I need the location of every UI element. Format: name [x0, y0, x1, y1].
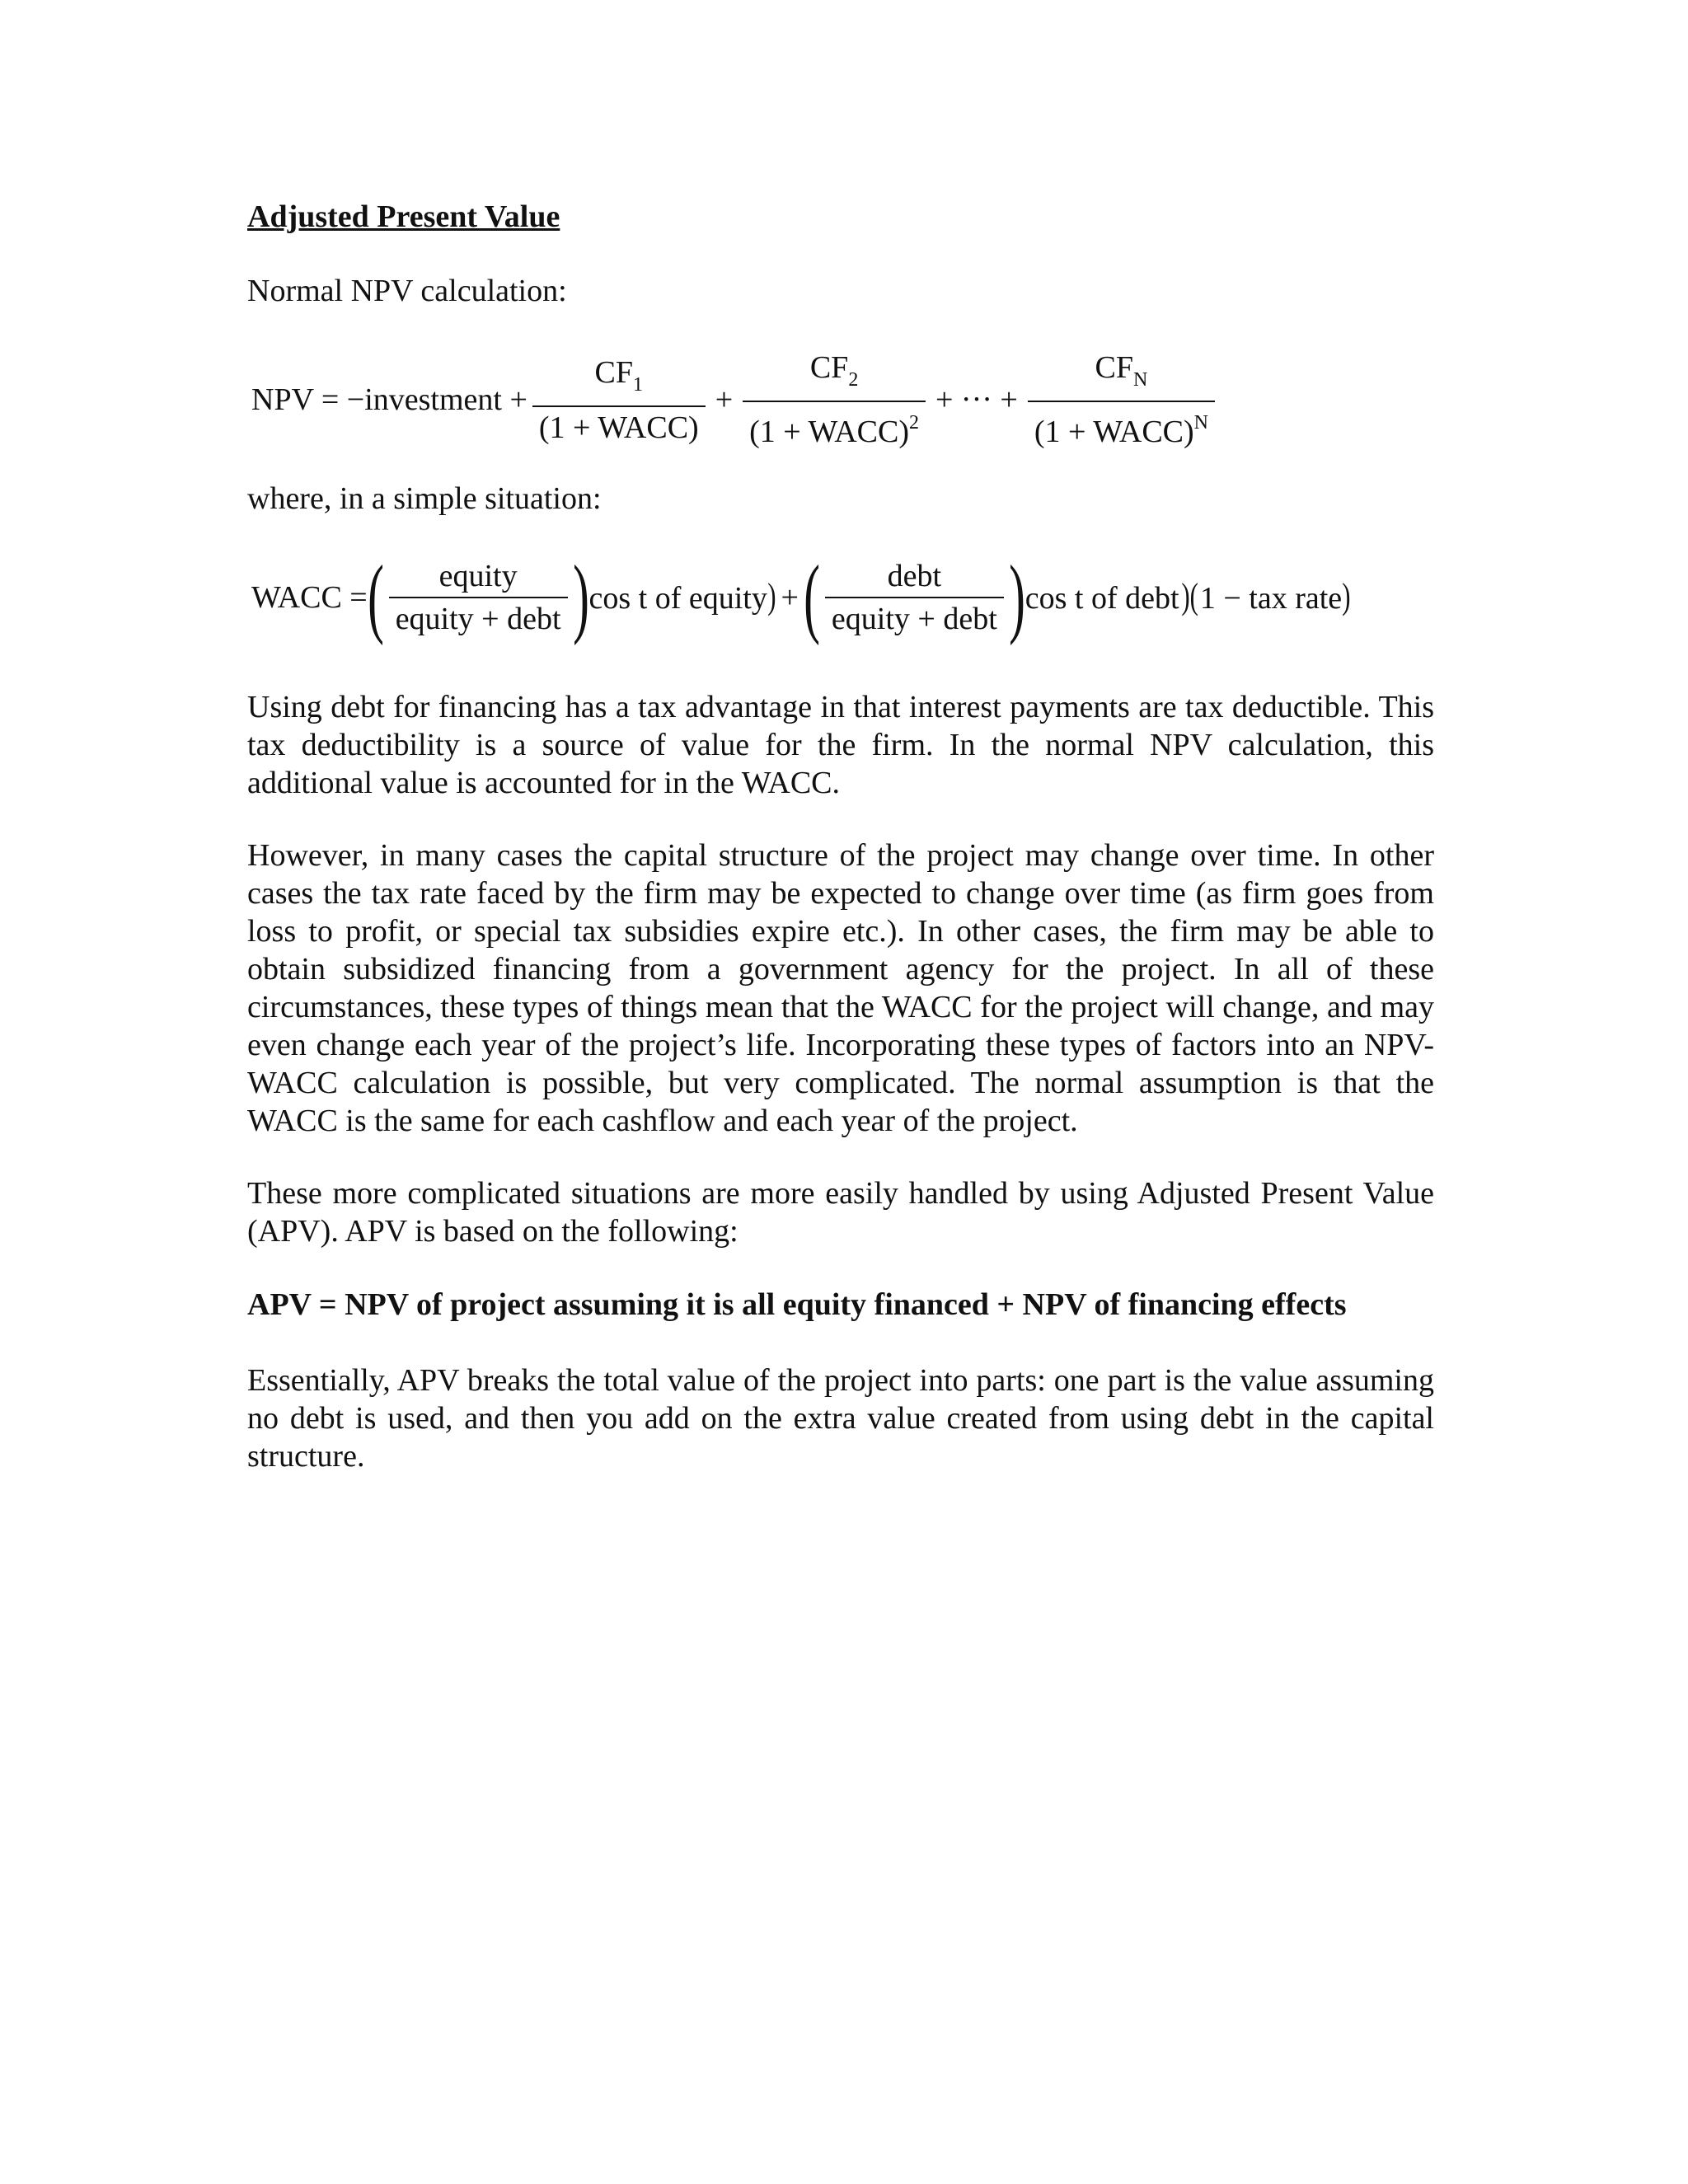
npv-term-1-numerator: CF	[594, 354, 634, 390]
npv-term-n-denominator: (1 + WACC)	[1034, 415, 1194, 449]
debt-weight-numerator: debt	[887, 559, 942, 593]
equity-weight-denominator: equity + debt	[389, 597, 568, 636]
npv-term-2	[743, 350, 926, 449]
npv-lhs: NPV = −investment +	[251, 382, 528, 417]
npv-term-n-numerator: CF	[1095, 350, 1133, 385]
npv-dots: + ··· +	[935, 382, 1018, 417]
npv-term-1-denominator: (1 + WACC)	[532, 405, 706, 445]
equity-weight-numerator: equity	[438, 559, 518, 593]
npv-term-1	[532, 355, 706, 445]
npv-term-2-denominator: (1 + WACC)	[749, 415, 909, 449]
intro-text: Normal NPV calculation:	[247, 274, 567, 308]
npv-term-2-numerator: CF	[809, 350, 849, 385]
npv-term-1-sub: 1	[633, 373, 644, 396]
wacc-plus: +	[781, 580, 799, 615]
npv-term-n-sup: N	[1193, 412, 1209, 434]
cost-of-equity-text: cos t of equity	[588, 581, 767, 616]
right-paren: )	[572, 548, 589, 646]
debt-weight	[825, 559, 1004, 636]
npv-equation	[251, 350, 1220, 449]
npv-plus: +	[715, 382, 734, 417]
left-paren: (	[367, 548, 384, 646]
cost-of-equity: cos t of equity)	[588, 576, 776, 616]
npv-term-n-sub: N	[1132, 369, 1148, 391]
debt-weight-denominator: equity + debt	[825, 597, 1004, 636]
cost-of-debt-text: cos t of debt	[1025, 581, 1179, 616]
wacc-lhs: WACC =	[251, 580, 368, 615]
npv-term-2-sub: 2	[848, 369, 859, 391]
npv-term-2-sup: 2	[909, 412, 919, 434]
paragraph-apv-intro: These more complicated situations are more easily handled by using Adjusted Present Value (APV). APV is based on the following:	[247, 1176, 1434, 1249]
equity-weight	[389, 559, 568, 636]
where-text: where, in a simple situation:	[247, 481, 602, 516]
right-paren-2: )	[1008, 548, 1025, 646]
cost-of-debt: cos t of debt)(1 − tax rate)	[1025, 576, 1351, 616]
paragraph-capital-structure: However, in many cases the capital structure of the project may change over time. In other cases the tax rate faced by the firm may be expected to change over time (as firm goes from loss to profit, or special tax subsidies expire etc.). In other cases, the firm may be able to obtain subsidized financing from a government agency for the project. In all of these circumstances, these types of things mean that the WACC for the project will change, and may even change each year of the project’s life. Incorporating these types of factors into an NPV-WACC calculation is possible, but very complicated. The normal assumption is that the WACC is the same for each cashflow and each year of the project.	[247, 838, 1434, 1138]
page-title: Adjusted Present Value	[247, 199, 560, 234]
left-paren-2: (	[804, 548, 820, 646]
wacc-equation	[251, 548, 1351, 646]
apv-definition: APV = NPV of project assuming it is all equity financed + NPV of financing effects	[247, 1287, 1347, 1322]
paragraph-apv-essentially: Essentially, APV breaks the total value of the project into parts: one part is the value assuming no debt is used, and then you add on the extra value created from using debt in the capital structure.	[247, 1363, 1434, 1474]
npv-term-n	[1028, 350, 1215, 449]
paragraph-tax-advantage: Using debt for financing has a tax advantage in that interest payments are tax deductible. This tax deductibility is a source of value for the firm. In the normal NPV calculation, this additional value is accounted for in the WACC.	[247, 690, 1434, 800]
tax-term: 1 − tax rate	[1199, 581, 1343, 616]
